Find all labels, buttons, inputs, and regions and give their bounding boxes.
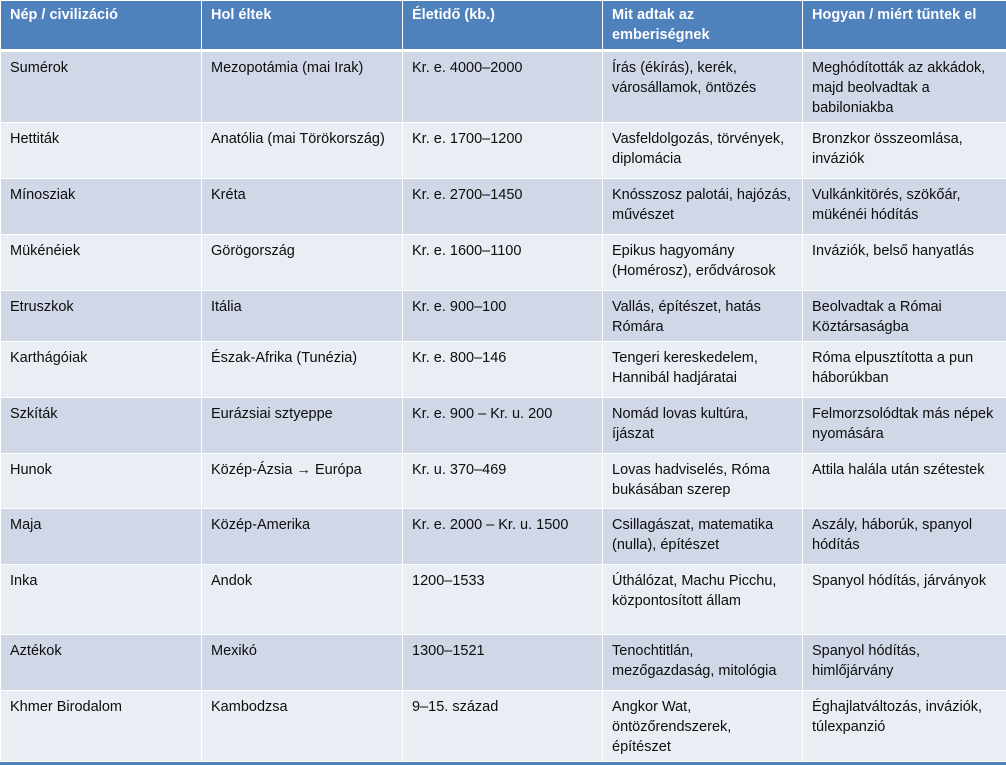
cell-lifespan: Kr. e. 1700–1200	[403, 123, 603, 179]
table-row	[1, 565, 1006, 635]
cell-disappearance: Inváziók, belső hanyatlás	[803, 235, 1006, 291]
cell-contribution: Lovas hadviselés, Róma bukásában szerep	[603, 454, 803, 509]
table-header	[1, 1, 1006, 51]
cell-lifespan: Kr. e. 1600–1100	[403, 235, 603, 291]
table-row	[1, 51, 1006, 123]
cell-people: Etruszkok	[1, 291, 202, 342]
table-row	[1, 691, 1006, 762]
table-row	[1, 398, 1006, 454]
cell-lifespan: 9–15. század	[403, 691, 603, 762]
table-row	[1, 635, 1006, 691]
cell-disappearance: Róma elpusztította a pun háborúkban	[803, 342, 1006, 398]
cell-disappearance: Vulkánkitörés, szökőár, mükénéi hódítás	[803, 179, 1006, 235]
cell-location: Itália	[202, 291, 403, 342]
cell-lifespan: 1200–1533	[403, 565, 603, 635]
cell-location: Görögország	[202, 235, 403, 291]
cell-contribution: Epikus hagyomány (Homérosz), erődvárosok	[603, 235, 803, 291]
cell-contribution: Knósszosz palotái, hajózás, művészet	[603, 179, 803, 235]
cell-disappearance: Attila halála után szétestek	[803, 454, 1006, 509]
table-row	[1, 179, 1006, 235]
header-people: Nép / civilizáció	[1, 1, 202, 51]
cell-disappearance: Bronzkor összeomlása, inváziók	[803, 123, 1006, 179]
cell-lifespan: Kr. e. 800–146	[403, 342, 603, 398]
table-row	[1, 235, 1006, 291]
cell-location: Mexikó	[202, 635, 403, 691]
cell-people: Mükénéiek	[1, 235, 202, 291]
cell-disappearance: Beolvadtak a Római Köztársaságba	[803, 291, 1006, 342]
table-body	[1, 51, 1006, 762]
header-location: Hol éltek	[202, 1, 403, 51]
cell-contribution: Csillagászat, matematika (nulla), építészet	[603, 509, 803, 565]
table-row	[1, 291, 1006, 342]
table-row	[1, 123, 1006, 179]
cell-lifespan: Kr. e. 900 – Kr. u. 200	[403, 398, 603, 454]
cell-location: Eurázsiai sztyeppe	[202, 398, 403, 454]
cell-contribution: Nomád lovas kultúra, íjászat	[603, 398, 803, 454]
table-row	[1, 454, 1006, 509]
cell-contribution: Úthálózat, Machu Picchu, központosított állam	[603, 565, 803, 635]
cell-lifespan: Kr. e. 900–100	[403, 291, 603, 342]
cell-disappearance: Spanyol hódítás, himlőjárvány	[803, 635, 1006, 691]
cell-people: Karthágóiak	[1, 342, 202, 398]
cell-people: Inka	[1, 565, 202, 635]
cell-lifespan: Kr. e. 4000–2000	[403, 51, 603, 123]
table-row	[1, 509, 1006, 565]
cell-location: Andok	[202, 565, 403, 635]
cell-location: Közép-Ázsia → Európa	[202, 454, 403, 509]
cell-disappearance: Felmorzsolódtak más népek nyomására	[803, 398, 1006, 454]
cell-lifespan: Kr. u. 370–469	[403, 454, 603, 509]
cell-people: Maja	[1, 509, 202, 565]
cell-people: Hunok	[1, 454, 202, 509]
cell-lifespan: 1300–1521	[403, 635, 603, 691]
header-contribution: Mit adtak az emberiségnek	[603, 1, 803, 51]
cell-contribution: Vasfeldolgozás, törvények, diplomácia	[603, 123, 803, 179]
cell-disappearance: Spanyol hódítás, járványok	[803, 565, 1006, 635]
cell-contribution: Angkor Wat, öntözőrendszerek, építészet	[603, 691, 803, 762]
cell-location: Észak-Afrika (Tunézia)	[202, 342, 403, 398]
cell-people: Mínosziak	[1, 179, 202, 235]
cell-location: Kréta	[202, 179, 403, 235]
cell-people: Khmer Birodalom	[1, 691, 202, 762]
cell-people: Aztékok	[1, 635, 202, 691]
cell-people: Hettiták	[1, 123, 202, 179]
cell-disappearance: Aszály, háborúk, spanyol hódítás	[803, 509, 1006, 565]
cell-people: Sumérok	[1, 51, 202, 123]
table-row	[1, 342, 1006, 398]
cell-location: Kambodzsa	[202, 691, 403, 762]
header-lifespan: Életidő (kb.)	[403, 1, 603, 51]
cell-contribution: Tengeri kereskedelem, Hannibál hadjáratai	[603, 342, 803, 398]
cell-contribution: Írás (ékírás), kerék, városállamok, öntözés	[603, 51, 803, 123]
cell-location: Közép-Amerika	[202, 509, 403, 565]
header-row	[1, 1, 1006, 51]
cell-disappearance: Meghódították az akkádok, majd beolvadtak a babiloniakba	[803, 51, 1006, 123]
header-disappearance: Hogyan / miért tűntek el	[803, 1, 1006, 51]
cell-lifespan: Kr. e. 2700–1450	[403, 179, 603, 235]
cell-people: Szkíták	[1, 398, 202, 454]
cell-contribution: Vallás, építészet, hatás Rómára	[603, 291, 803, 342]
cell-location: Mezopotámia (mai Irak)	[202, 51, 403, 123]
cell-location: Anatólia (mai Törökország)	[202, 123, 403, 179]
cell-disappearance: Éghajlatváltozás, inváziók, túlexpanzió	[803, 691, 1006, 762]
cell-lifespan: Kr. e. 2000 – Kr. u. 1500	[403, 509, 603, 565]
cell-contribution: Tenochtitlán, mezőgazdaság, mitológia	[603, 635, 803, 691]
